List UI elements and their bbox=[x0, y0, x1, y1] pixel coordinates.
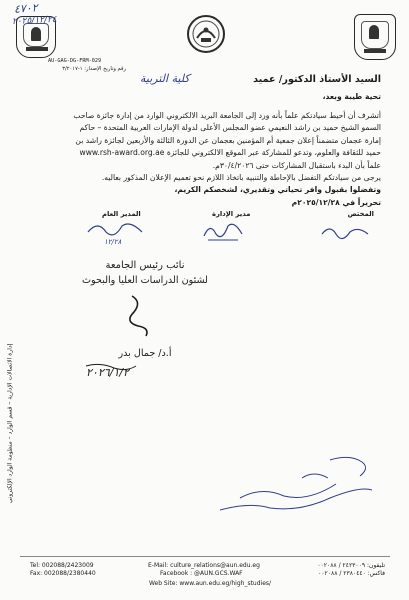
vp-handwritten-date: ٢٠٢٦/١/٢ bbox=[86, 366, 129, 379]
dept-manager-label: مدير الإدارة bbox=[212, 210, 251, 218]
incoming-stamp-scribble bbox=[210, 450, 380, 522]
vertical-margin-note: إدارة الاتصالات الإدارية – قسم الوارد – منظومة الوارد الإلكتروني bbox=[6, 343, 14, 504]
body-line: حميد للثقافة والعلوم، وتدعو للمشاركة عبر الموقع الالكتروني للجائزة www.rsh-award.org.ae bbox=[79, 148, 381, 158]
addressee-title: السيد الأستاذ الدكتور/ عميد bbox=[253, 74, 381, 85]
handwritten-incoming-date: ٢٠٢٥/١٢/٢٤ bbox=[11, 14, 57, 28]
body-line: السمو الشيخ حميد بن راشد النعيمي عضو المجلس الأعلى لدولة الإمارات العربية المتحدة – حاكم bbox=[79, 123, 381, 133]
vp-title-line-2: لشئون الدراسات العليا والبحوث bbox=[82, 275, 208, 286]
university-seal-logo bbox=[186, 14, 226, 54]
request-line: يرجى من سيادتكم التفضل بالإحاطة والتنبيه باتخاذ اللازم نحو تعميم الإعلان المذكور بعاليه. bbox=[101, 173, 381, 183]
footer-facebook: Facebook : @AUN.GCS.WAF bbox=[160, 570, 243, 577]
body-line: علماً بأن البدء باستقبال المشاركات حتى ٣٠/٤/٢٠٢٦م. bbox=[212, 160, 381, 170]
footer-fax-english: Fax: 002088/2380440 bbox=[30, 570, 96, 577]
footer-tel-english: Tel: 002088/2423009 bbox=[30, 562, 94, 569]
body-line: أتشرف أن أحيط سيادتكم علماً بأنه ورد إلى الجامعة البريد الالكتروني الوارد من إدارة جائزة صاحب bbox=[73, 111, 381, 120]
vice-president-block bbox=[70, 260, 220, 286]
closing-line: وتفضلوا بقبول وافر تحياتي وتقديري، لشخصكم الكريم، bbox=[174, 185, 381, 195]
handwritten-faculty-name: كلية التربية bbox=[140, 72, 190, 85]
form-issue-date: رقم وتاريخ الإصدار: ١-٣/٢٠١٧ bbox=[62, 66, 126, 72]
greeting: تحية طيبة وبعد، bbox=[322, 92, 381, 101]
specialist-label: المختص bbox=[347, 210, 374, 218]
dept-manager-signature bbox=[200, 216, 246, 246]
issue-date-line: تحريراً في ٢٠٢٥/١٢/٢٨م bbox=[291, 198, 381, 207]
footer-fax-arabic: فاكس: ٢٣٨٠٤٤٠ / ٠٠٢٠٨٨ bbox=[318, 570, 385, 577]
footer-email: E-Mail: culture_relations@aun.edu.eg bbox=[148, 562, 260, 569]
handwritten-incoming-number: ٤٧٠٢ bbox=[13, 1, 39, 16]
handwritten-gm-date: ١٢/٢٨ bbox=[104, 238, 122, 246]
footer-phone: تليفون: ٢٤٢٣٠٠٩ / ٠٠٢٠٨٨ bbox=[317, 562, 385, 569]
footer-divider bbox=[20, 556, 390, 557]
university-emblem-right bbox=[354, 14, 396, 60]
vp-name: أ.د/ جمال بدر bbox=[118, 348, 172, 359]
body-line: إمارة عجمان متضمناً إعلان جمعية أم المؤمنين بعجمان عن الدورة الثالثة والأربعين لجائزة راشد بن bbox=[75, 135, 381, 145]
footer-website: Web Site: www.aun.edu.eg/high_studies/ bbox=[148, 580, 272, 587]
form-reference-code: AU-GAG-DG-FRM-029 bbox=[48, 58, 102, 64]
vp-title-line-1: نائب رئيس الجامعة bbox=[105, 260, 185, 271]
general-manager-label: المدير العام bbox=[102, 210, 141, 218]
letter-body bbox=[35, 110, 381, 197]
specialist-signature bbox=[318, 220, 374, 242]
vp-signature bbox=[98, 292, 168, 340]
